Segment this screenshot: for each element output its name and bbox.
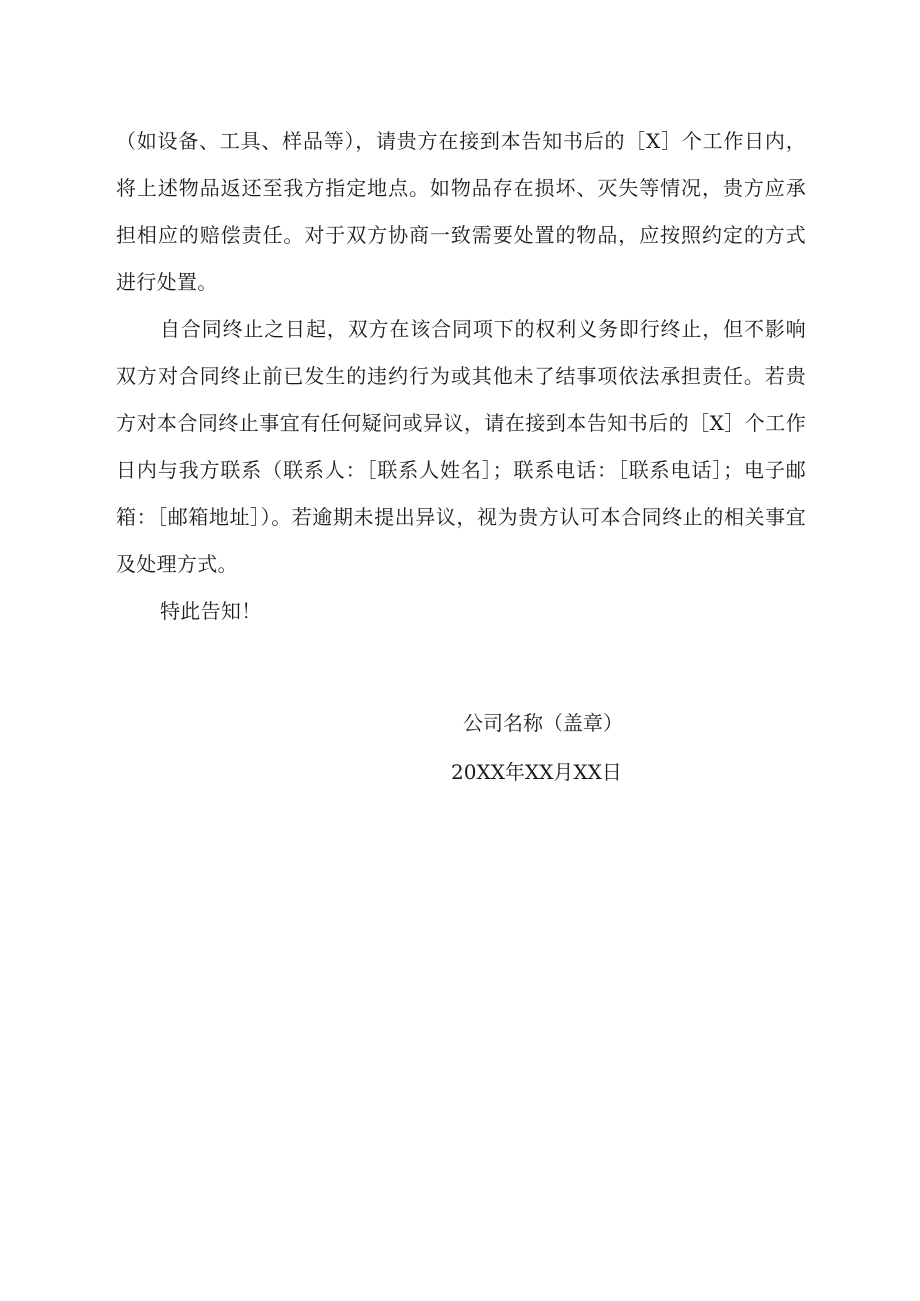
paragraph-item-return: （如设备、工具、样品等），请贵方在接到本告知书后的［X］个工作日内，将上述物品返还至我方指定地点。如物品存在损坏、灭失等情况，贵方应承担相应的赔偿责任。对于双方协商一致需要处置的物品，应按照约定的方式进行处置。 xyxy=(116,129,806,294)
paragraph-contract-termination: 自合同终止之日起，双方在该合同项下的权利义务即行终止，但不影响双方对合同终止前已发生的违约行为或其他未了结事项依法承担责任。若贵方对本合同终止事宜有任何疑问或异议，请在接到本告知书后的［X］个工作日内与我方联系（联系人：［联系人姓名］；联系电话：［联系电话］；电子邮箱：［邮箱地址］）。若逾期未提出异议，视为贵方认可本合同终止的相关事宜及处理方式。 xyxy=(116,317,806,576)
signature-date: 20XX年XX月XX日 xyxy=(451,760,622,784)
document-body xyxy=(116,118,806,635)
company-name: 公司名称（盖章） xyxy=(463,711,623,735)
paragraph-closing: 特此告知！ xyxy=(160,599,262,623)
